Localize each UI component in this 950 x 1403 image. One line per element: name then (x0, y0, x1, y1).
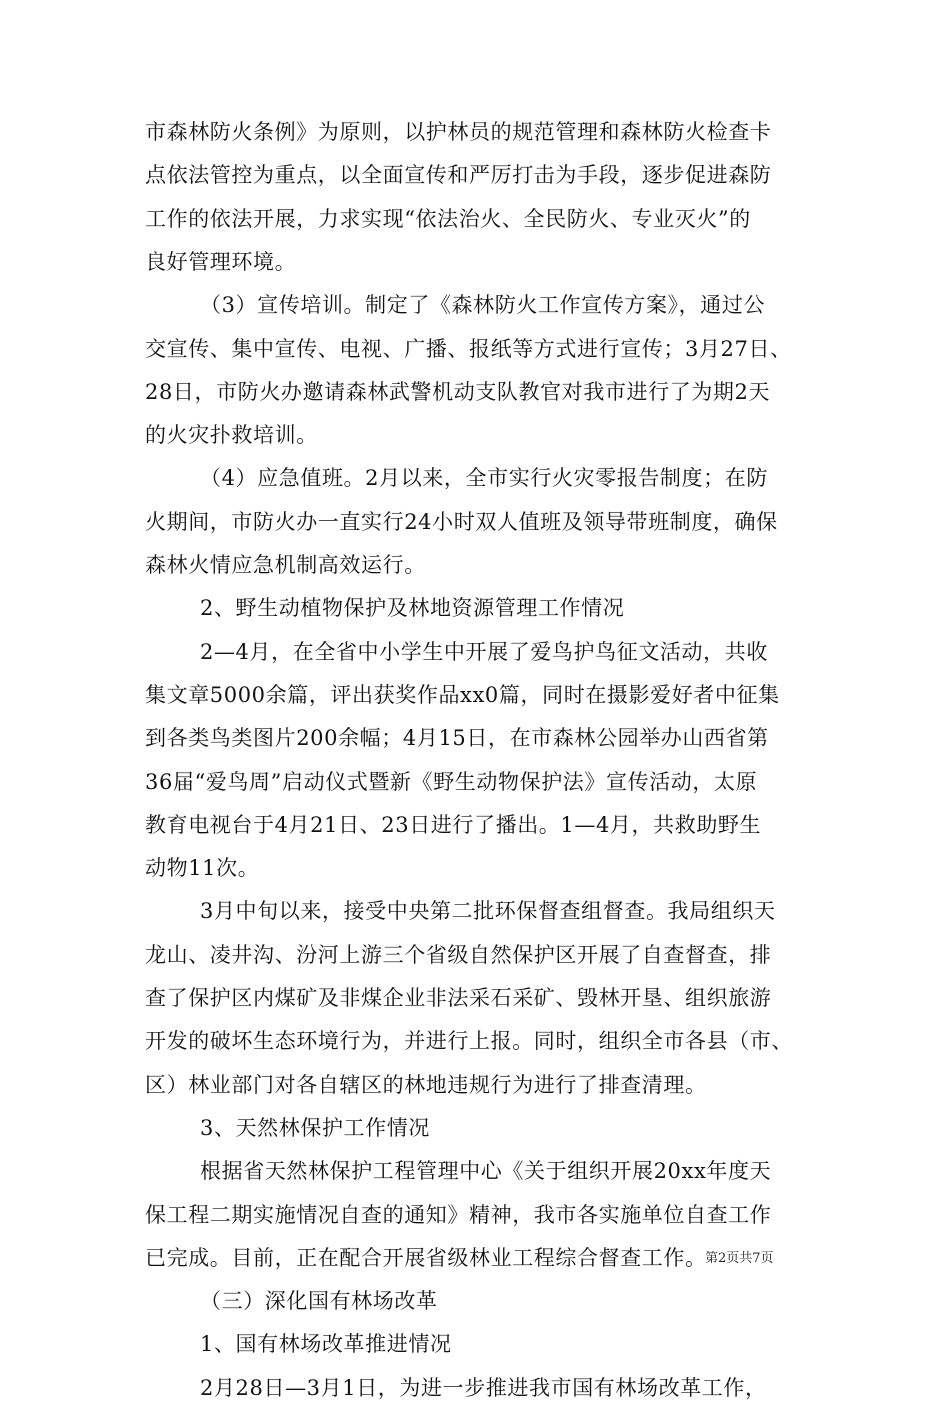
text-line: 龙山、凌井沟、汾河上游三个省级自然保护区开展了自查督查，排 (145, 943, 772, 967)
text-line: 2月28日—3月1日，为进一步推进我市国有林场改革工作， (200, 1376, 767, 1400)
text-line: 根据省天然林保护工程管理中心《关于组织开展20xx年度天 (200, 1159, 772, 1183)
section-heading: 3、天然林保护工作情况 (200, 1116, 430, 1140)
text-line: 已完成。目前，正在配合开展省级林业工程综合督查工作。 (145, 1246, 707, 1270)
text-line: 保工程二期实施情况自查的通知》精神，我市各实施单位自查工作 (145, 1203, 772, 1227)
text-line: 集文章5000余篇，评出获奖作品xx0篇，同时在摄影爱好者中征集 (145, 683, 780, 707)
text-line: 交宣传、集中宣传、电视、广播、报纸等方式进行宣传；3月27日、 (145, 337, 792, 361)
text-line: 36届“爱鸟周”启动仪式暨新《野生动物保护法》宣传活动，太原 (145, 770, 758, 794)
section-heading: （三）深化国有林场改革 (200, 1289, 438, 1313)
text-line: 2—4月，在全省中小学生中开展了爱鸟护鸟征文活动，共收 (200, 640, 768, 664)
text-line: （4）应急值班。2月以来，全市实行火灾零报告制度；在防 (200, 466, 768, 490)
text-line: 工作的依法开展，力求实现“依法治火、全民防火、专业灭火”的 (145, 207, 751, 231)
text-line: 查了保护区内煤矿及非煤企业非法采石采矿、毁林开垦、组织旅游 (145, 986, 772, 1010)
text-line: 点依法管控为重点，以全面宣传和严厉打击为手段，逐步促进森防 (145, 163, 772, 187)
text-line: 教育电视台于4月21日、23日进行了播出。1—4月，共救助野生 (145, 813, 762, 837)
text-line: （3）宣传培训。制定了《森林防火工作宣传方案》，通过公 (200, 293, 766, 317)
text-line: 开发的破坏生态环境行为，并进行上报。同时，组织全市各县（市、 (145, 1029, 793, 1053)
page-number: 第2页共7页 (705, 1251, 774, 1266)
text-line: 28日，市防火办邀请森林武警机动支队教官对我市进行了为期2天 (145, 380, 771, 404)
text-line: 动物11次。 (145, 856, 260, 880)
text-line: 的火灾扑救培训。 (145, 423, 318, 447)
text-line: 区）林业部门对各自辖区的林地违规行为进行了排查清理。 (145, 1073, 707, 1097)
text-line: 良好管理环境。 (145, 250, 297, 274)
text-line: 3月中旬以来，接受中央第二批环保督查组督查。我局组织天 (200, 899, 776, 923)
text-line: 火期间，市防火办一直实行24小时双人值班及领导带班制度，确保 (145, 510, 778, 534)
text-line: 森林火情应急机制高效运行。 (145, 553, 426, 577)
text-line: 到各类鸟类图片200余幅；4月15日，在市森林公园举办山西省第 (145, 726, 769, 750)
section-heading: 2、野生动植物保护及林地资源管理工作情况 (200, 596, 625, 620)
subsection-heading: 1、国有林场改革推进情况 (200, 1332, 452, 1356)
text-line: 市森林防火条例》为原则，以护林员的规范管理和森林防火检查卡 (145, 120, 772, 144)
